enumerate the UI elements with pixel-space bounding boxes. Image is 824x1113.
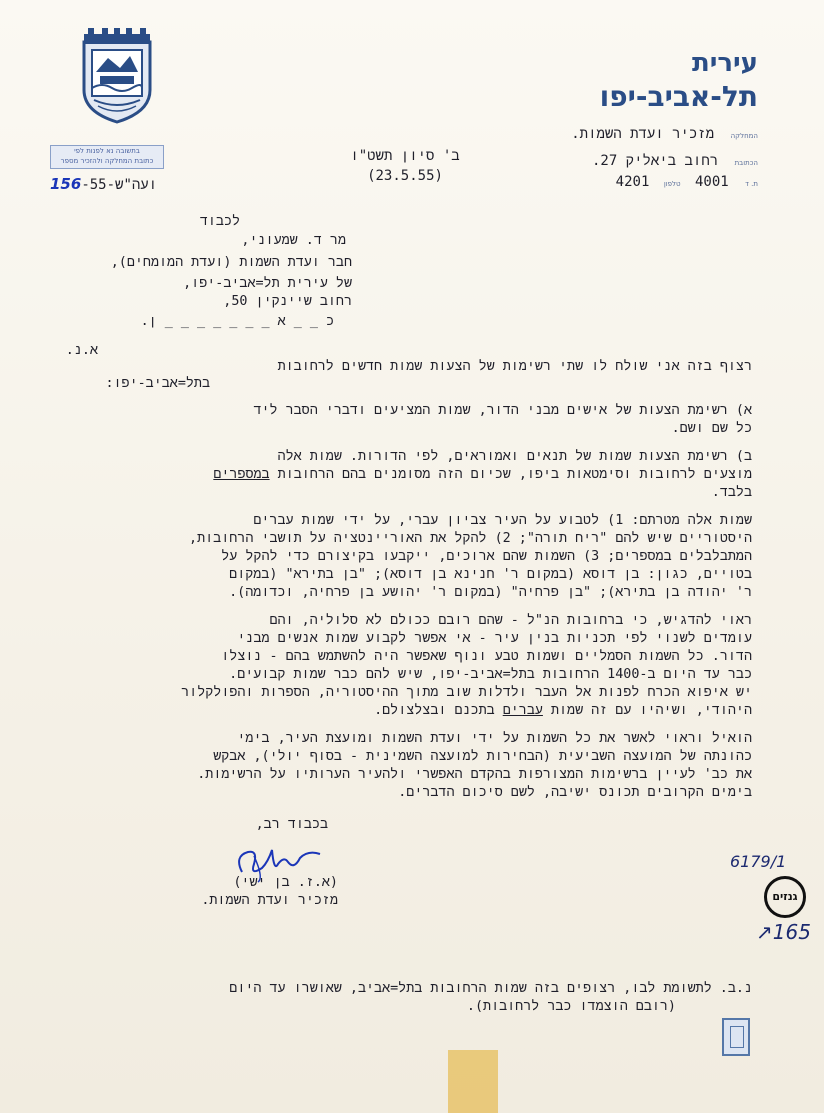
date-gregorian: (23.5.55) [367, 168, 443, 184]
archive-number: 6179/1 [730, 852, 787, 871]
body-line: בלבד. [711, 485, 752, 500]
letter-date [320, 146, 490, 186]
address-value: רחוב ביאליק 27. [591, 153, 719, 169]
body-line: כבר עד היום ב-1400 הרחובות בתל=אביב-יפו, שיש להם כבר שמות קבועים. [229, 667, 752, 682]
signature-name: (א.ז. בן ישי) [233, 875, 338, 890]
file-number-handwritten: 156 [50, 175, 82, 193]
archive-page-number: ↗165 [756, 920, 811, 944]
body-line: בימים הקרובים תכונס ישיבה, לשם סיכום הדברים. [398, 785, 752, 800]
archive-seal: גנזים [764, 876, 806, 918]
postscript-line: נ.ב. לתשומת לבו, רצופים בזה שמות הרחובות בתל=אביב, שאושרו עד היום [229, 981, 752, 996]
file-number-prefix: ועה"ש-55- [81, 177, 158, 193]
recipient-city: כ _ _ א _ _ _ _ _ _ _ ן. [140, 314, 334, 329]
body-line: הדור. כל השמות הסמליים ושמות טבע ונוף שאפשר היה להשתמש בהם - נוצלו [221, 649, 752, 664]
recipient-to: לכבוד [199, 214, 240, 229]
municipality-line2: תל-אביב-יפו [599, 80, 758, 113]
postscript-line: (רובם הוצמדו כבר לרחובות). [466, 999, 676, 1014]
body-line: מוצעים לרחובות וסימטאות ביפו, שכיום הזה מסומנים בהם הרחובות במספרים [213, 467, 752, 482]
body-line: הואיל וראוי לאשר את כל השמות על ידי ועדת השמות ומועצת העיר, בימי [237, 731, 752, 746]
department-value: מזכיר ועדת השמות. [571, 126, 715, 142]
department-label: המחלקה [730, 132, 758, 140]
body-line: יש איפוא הכרח לפנות אל העבר ולדלות שוב מתוך ההיסטוריה, הספרות והפולקלור [181, 685, 752, 700]
recipient-role: חבר ועדת השמות (ועדת המומחים), [110, 255, 352, 270]
body-line: היסטוריים שיש להם "ריח תורה"; 2) להקל את האוריינטציה על תושבי הרחובות, [189, 531, 752, 546]
file-number [50, 175, 157, 194]
body-line: ב) רשימת הצעות שמות של תנאים ואמוראים, לפי הדורות. שמות אלה [277, 449, 752, 464]
body-line: כהונתה של המועצה השביעית (הבחירות למועצה השמינית - בסוף יולי), אבקש [213, 749, 752, 764]
recipient-org: של עירית תל=אביב-יפו, [183, 276, 352, 291]
body-line: רצוף בזה אני שולח לו שתי רשימות של הצעות שמות חדשים לרחובות [277, 359, 752, 374]
body-line: היהודי, ושיהיו עם זה שמות עברים בתכנם ובצלצולם. [374, 703, 752, 718]
body-line: שמות אלה מטרתם: 1) לטבוע על העיר צביון עברי, על ידי שמות עברים [253, 513, 752, 528]
municipal-crest-icon [78, 28, 156, 124]
recipient-street: רחוב שיינקין 50, [223, 294, 352, 309]
body-line: ר' יהודה בן בתירא); "בן פרחיה" (במקום ר' יהושע בן פרחיה, וכדומה). [229, 585, 752, 600]
phone-line [616, 174, 758, 190]
underlined-word: עברים [502, 703, 543, 718]
body-line: עומדים לשנוי לפי תכניות בנין עיר - אי אפשר לקבוע שמות אנשים מבני [237, 631, 752, 646]
phone-label: טלפון [663, 180, 681, 188]
square-stamp [722, 1018, 750, 1056]
recipient-name: מר ד. שמעוני, [241, 233, 346, 248]
municipality-line1: עירית [691, 48, 758, 78]
address-label: הכתובת [734, 159, 758, 167]
body-line: א) רשימת הצעות של אישים מבני הדור, שמות המציעים ודברי הסבר ליד [253, 403, 752, 418]
stamp-line2: כתובת המחלקה ולהזכיר מספר [60, 157, 154, 165]
body-line: ראוי להדגיש, כי ברחובות הנ"ל - שהם רובם ככולם לא סלוליה, והם [269, 613, 752, 628]
reply-instruction-stamp [50, 145, 164, 169]
body-line: את כב' לעיין ברשימות המצורפות בהקדם האפשרי ולהעיר הערותיו על הרשימות. [197, 767, 752, 782]
stamp-line1: בתשובה נא לפנות לפי [74, 147, 140, 155]
phone-value: 4001 [694, 174, 729, 190]
adhesive-tape [448, 1050, 498, 1113]
department-line [571, 126, 758, 143]
underlined-word: במספרים [213, 467, 270, 482]
body-line: המתבלבלים במספרים; 3) השמות שהם ארוכים, ייקבעו בקיצורם כדי להקל על [221, 549, 752, 564]
signature-title: מזכיר ועדת השמות. [201, 893, 338, 908]
address-line [592, 153, 758, 170]
pobox-label: ת. ד [745, 180, 758, 188]
body-line: בתל=אביב-יפו: [105, 376, 210, 391]
closing-line: בכבוד רב, [255, 817, 328, 832]
body-line: כל שם ושם. [671, 421, 752, 436]
phone-ext: 4201 [615, 174, 650, 190]
body-line: בטויים, כגון: בן דוסא (במקום ר' חנינא בן דוסא); "בן בתירא" (במקום [229, 567, 752, 582]
date-hebrew: ב' סיון תשט"ו [350, 148, 460, 164]
municipality-title [600, 46, 758, 114]
greeting: א.נ. [65, 343, 98, 358]
